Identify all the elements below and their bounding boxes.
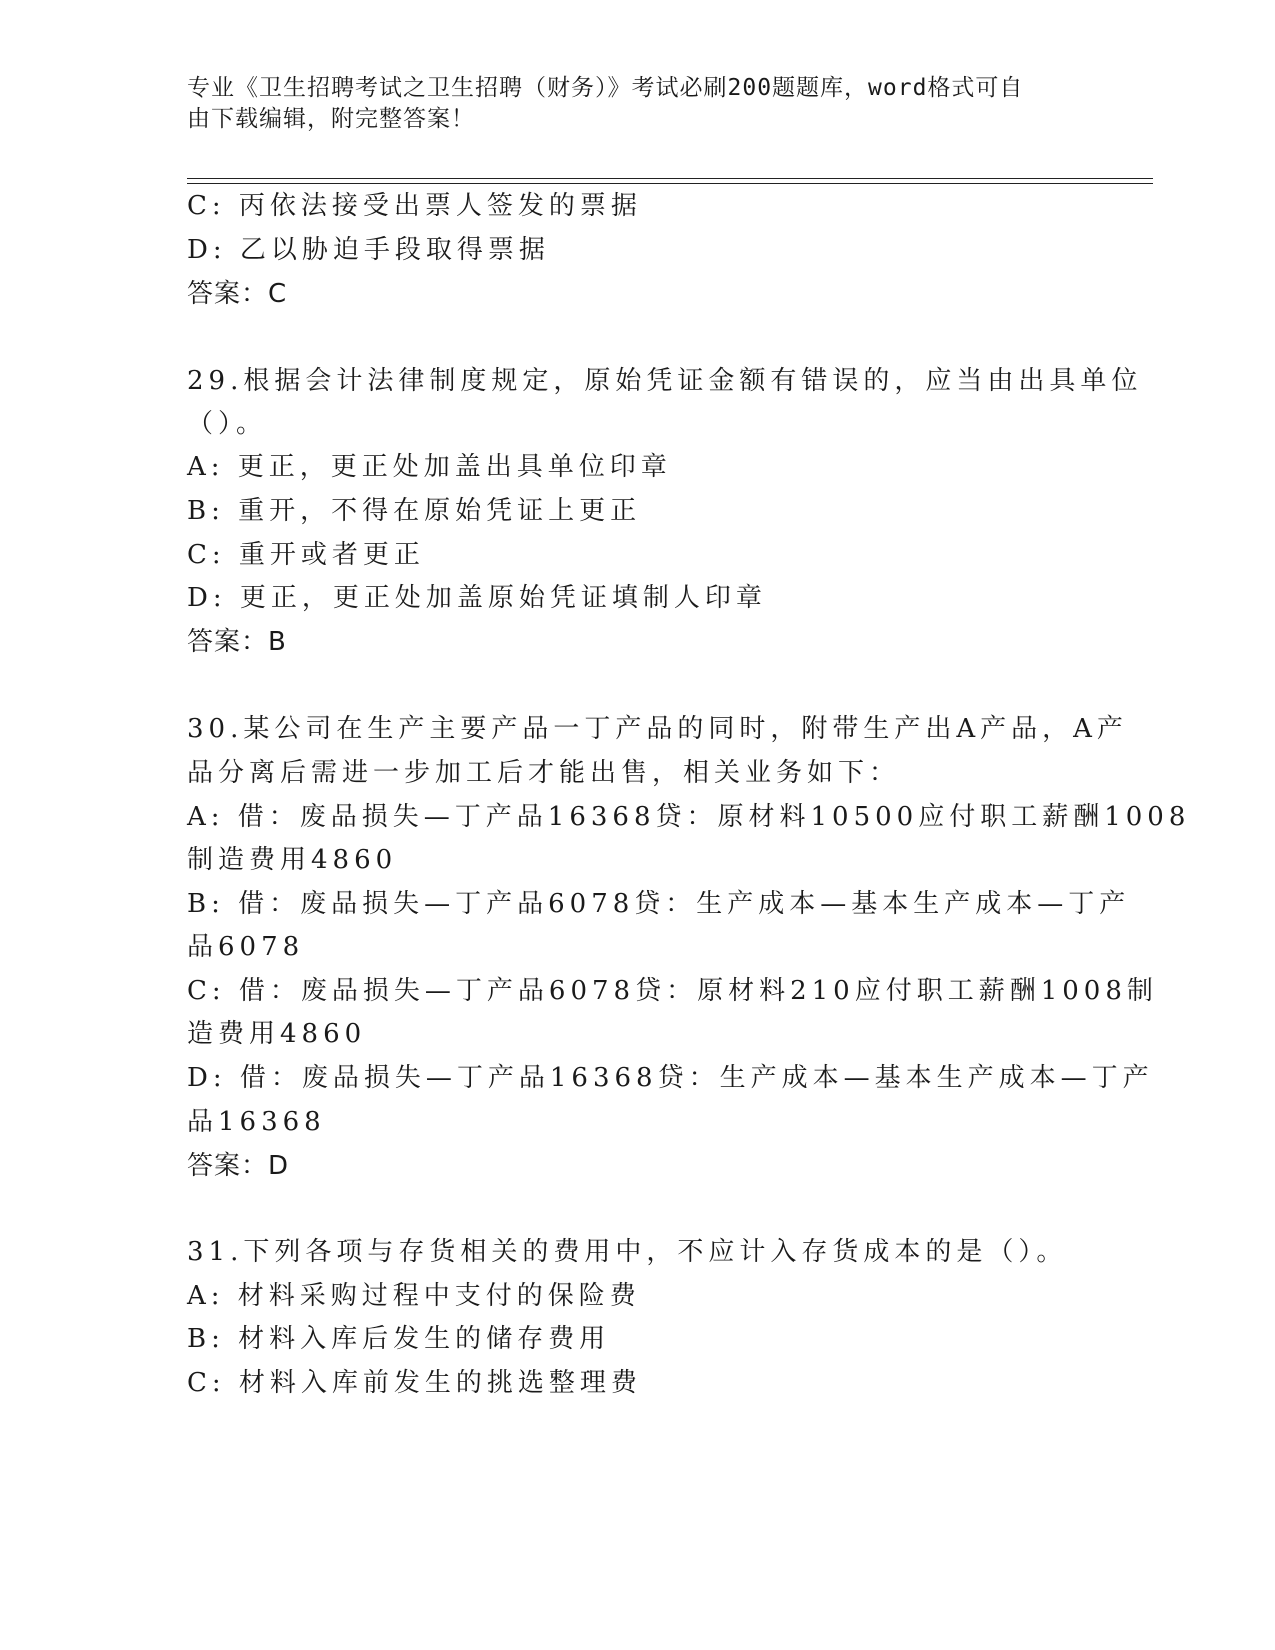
header-line-2: 由下载编辑，附完整答案！ (187, 106, 475, 132)
q31-option-b: B: 材料入库后发生的储存费用 (187, 1324, 611, 1354)
header-line-1: 专业《卫生招聘考试之卫生招聘（财务）》考试必刷200题题库，word格式可自 (187, 75, 1024, 101)
q28-answer: 答案：C (187, 279, 288, 309)
q30-question-line-1: 30.某公司在生产主要产品一丁产品的同时，附带生产出A产品，A产 (187, 714, 1128, 744)
q30-option-a-line-2: 制造费用4860 (187, 845, 398, 875)
q30-option-c-line-1: C: 借：废品损失—丁产品6078贷：原材料210应付职工薪酬1008制 (187, 976, 1158, 1006)
q30-option-c-line-2: 造费用4860 (187, 1019, 367, 1049)
q29-question-line-1: 29.根据会计法律制度规定，原始凭证金额有错误的，应当由出具单位 (187, 366, 1143, 396)
q30-option-b-line-1: B: 借：废品损失—丁产品6078贷：生产成本—基本生产成本—丁产 (187, 889, 1131, 919)
q29-option-b: B: 重开，不得在原始凭证上更正 (187, 496, 642, 526)
q29-option-d: D: 更正，更正处加盖原始凭证填制人印章 (187, 583, 767, 613)
q29-option-c: C: 重开或者更正 (187, 540, 425, 570)
q30-option-b-line-2: 品6078 (187, 932, 305, 962)
q30-answer: 答案：D (187, 1151, 290, 1181)
q29-question-line-2: （）。 (187, 409, 268, 439)
q29-option-a: A: 更正，更正处加盖出具单位印章 (187, 452, 672, 482)
q30-question-line-2: 品分离后需进一步加工后才能出售，相关业务如下： (187, 758, 901, 788)
header-divider-bottom (187, 183, 1153, 184)
q31-question-line-1: 31.下列各项与存货相关的费用中，不应计入存货成本的是（）。 (187, 1237, 1068, 1267)
q30-option-d-line-2: 品16368 (187, 1107, 326, 1137)
q31-option-a: A: 材料采购过程中支付的保险费 (187, 1281, 641, 1311)
q31-option-c: C: 材料入库前发生的挑选整理费 (187, 1368, 642, 1398)
q30-option-a-line-1: A: 借：废品损失—丁产品16368贷：原材料10500应付职工薪酬1008 (187, 802, 1191, 832)
q29-answer: 答案：B (187, 627, 287, 657)
q28-option-d: D: 乙以胁迫手段取得票据 (187, 235, 550, 265)
header-divider-top (187, 178, 1153, 179)
q28-option-c: C: 丙依法接受出票人签发的票据 (187, 191, 642, 221)
q30-option-d-line-1: D: 借：废品损失—丁产品16368贷：生产成本—基本生产成本—丁产 (187, 1063, 1154, 1093)
document-header (187, 73, 1067, 135)
